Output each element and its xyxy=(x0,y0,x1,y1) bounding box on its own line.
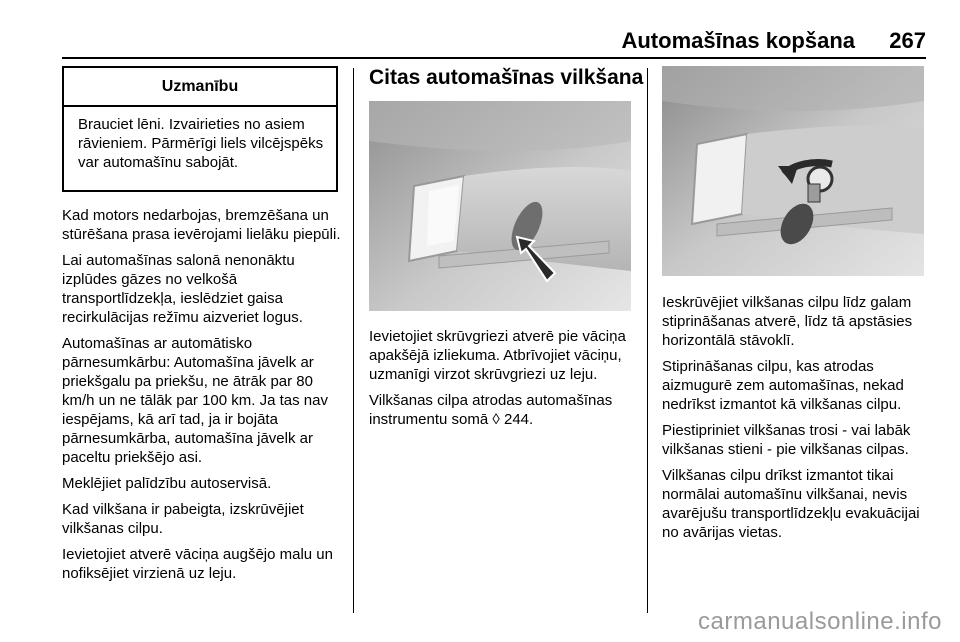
warning-box xyxy=(62,66,338,192)
left-column xyxy=(62,206,344,590)
cross-reference-page: 244. xyxy=(503,411,534,428)
paragraph: Ieskrūvējiet vilkšanas cilpu līdz galam stiprināšanas atverē, līdz tā apstāsies horizontālā stāvoklī. xyxy=(662,294,913,349)
cross-reference-icon: ◊ xyxy=(492,411,500,428)
right-column-text xyxy=(662,293,932,549)
paragraph: Kad motors nedarbojas, bremzēšana un stūrēšana prasa ievērojami lielāku piepūli. xyxy=(62,207,341,243)
paragraph: Automašīnas ar automātisko pārnesumkārbu: Automašīna jāvelk ar priekšgalu pa priekšu, ne ātrāk par 80 km/h un ne tālāk par 100 km. Ja tas nav iespējams, kā arī tad, ja ir bojāta pārnesumkārba, automašīna jāvelk ar paceltu priekšējo asi. xyxy=(62,335,328,466)
header-rule xyxy=(62,57,926,59)
running-header-title: Automašīnas kopšana xyxy=(621,28,855,53)
warning-title: Uzmanību xyxy=(64,68,336,107)
paragraph: Meklējiet palīdzību autoservisā. xyxy=(62,475,272,492)
paragraph: Lai automašīnas salonā nenonāktu izplūdes gāzes no velkošā transportlīdzekļa, ieslēdziet gaisa recirkulācijas režīmu aizveriet logus. xyxy=(62,252,303,326)
paragraph: Vilkšanas cilpu drīkst izmantot tikai normālai automašīnu vilkšanai, nevis avarējušu transportlīdzekļu evakuācijai no avārijas vietas. xyxy=(662,467,920,541)
paragraph: Ievietojiet skrūvgriezi atverē pie vāciņa apakšējā izliekuma. Atbrīvojiet vāciņu, uzmanīgi virzot skrūvgriezi uz leju. xyxy=(369,328,626,383)
warning-text: Brauciet lēni. Izvairieties no asiem rāvieniem. Pārmērīgi liels vilcējspēks var automašīnu sabojāt. xyxy=(78,116,324,171)
paragraph: Stiprināšanas cilpu, kas atrodas aizmugurē zem automašīnas, nekad nedrīkst izmantot kā vilkšanas cilpu. xyxy=(662,358,904,413)
paragraph xyxy=(369,391,639,429)
page-number: 267 xyxy=(889,28,926,53)
photo-tow-eye-install xyxy=(662,66,924,276)
paragraph: Ievietojiet atverē vāciņa augšējo malu un nofiksējiet virzienā uz leju. xyxy=(62,546,333,582)
paragraph-text: Vilkšanas cilpa atrodas automašīnas instrumentu somā xyxy=(369,392,613,428)
watermark: carmanualsonline.info xyxy=(698,608,942,635)
paragraph: Kad vilkšana ir pabeigta, izskrūvējiet vilkšanas cilpu. xyxy=(62,501,304,537)
middle-column-text xyxy=(369,327,639,436)
paragraph: Piestipriniet vilkšanas trosi - vai labāk vilkšanas stieni - pie vilkšanas cilpas. xyxy=(662,422,911,458)
column-divider-right xyxy=(647,68,648,613)
section-title: Citas automašīnas vilkšana xyxy=(369,66,644,89)
column-divider-left xyxy=(353,68,354,613)
photo-cover-removal xyxy=(369,101,631,311)
